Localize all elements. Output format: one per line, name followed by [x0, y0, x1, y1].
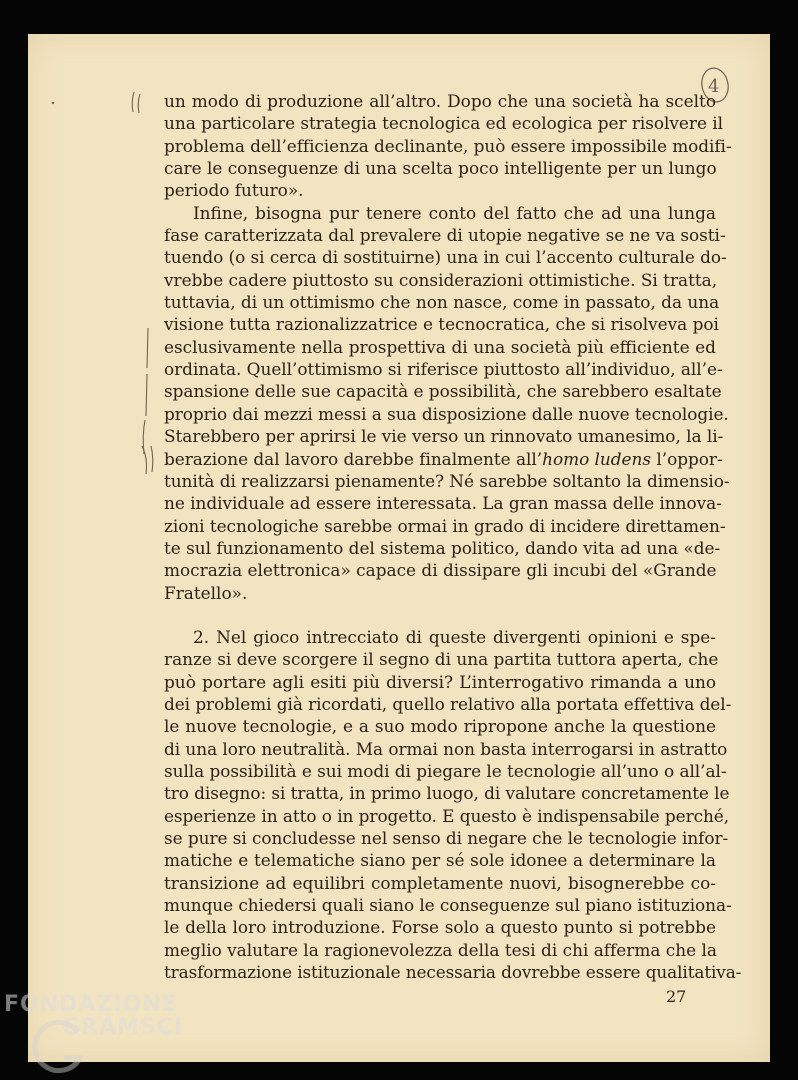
paragraph-gap: [164, 604, 716, 626]
text-line: tuendo (o si cerca di sostituirne) una in cui l’accento culturale do-: [164, 247, 727, 268]
text-line: problema dell’efficienza declinante, può essere impossibile modifi-: [164, 135, 732, 156]
paragraph-2: [164, 202, 730, 604]
text-line: può portare agli esiti più diversi? L’interrogativo rimanda a uno: [164, 671, 716, 692]
text-line: trasformazione istituzionale necessaria dovrebbe essere qualitativa-: [164, 962, 742, 983]
text-line: zioni tecnologiche sarebbe ormai in grado di incidere direttamen-: [164, 515, 726, 536]
watermark: [4, 992, 183, 1040]
text-line: transizione ad equilibri completamente nuovi, bisognerebbe co-: [164, 872, 716, 893]
paragraph-3: [164, 626, 742, 984]
text-line: Starebbero per aprirsi le vie verso un rinnovato umanesimo, la li-: [164, 426, 724, 447]
text-line: meglio valutare la ragionevolezza della tesi di chi afferma che la: [164, 939, 717, 960]
text-line-homo-ludens: berazione dal lavoro darebbe finalmente all’homo ludens l’oppor-: [164, 448, 723, 469]
text-line: le nuove tecnologie, e a suo modo ripropone anche la questione: [164, 716, 716, 737]
text-line: vrebbe cadere piuttosto su considerazioni ottimistiche. Si tratta,: [164, 269, 718, 290]
text-line: ordinata. Quell’ottimismo si riferisce piuttosto all’individuo, all’e-: [164, 359, 723, 380]
margin-dot-icon: [50, 100, 56, 106]
text-line: munque chiedersi quali siano le conseguenze sul piano istituziona-: [164, 895, 732, 916]
text-line: ranze si deve scorgere il segno di una partita tuttora aperta, che: [164, 649, 719, 670]
text-line: le della loro introduzione. Forse solo a questo punto si potrebbe: [164, 917, 716, 938]
text-line: Fratello».: [164, 582, 248, 603]
watermark-line-1: FONDAZIONE: [4, 992, 178, 1017]
document-page: [28, 34, 770, 1062]
text-line: spansione delle sue capacità e possibilità, che sarebbero esaltate: [164, 381, 722, 402]
text-line: tro disegno: si tratta, in primo luogo, di valutare concretamente le: [164, 783, 730, 804]
body-text: [164, 90, 742, 983]
margin-tick-top-icon: [128, 90, 148, 116]
text-line: 2. Nel gioco intrecciato di queste divergenti opinioni e spe-: [193, 626, 716, 647]
text-line: dei problemi già ricordati, quello relativo alla portata effettiva del-: [164, 693, 732, 714]
text-line: Infine, bisogna pur tenere conto del fatto che ad una lunga: [193, 202, 716, 223]
text-line: matiche e telematiche siano per sé sole idonee a determinare la: [164, 850, 716, 871]
text-line: esperienze in atto o in progetto. E questo è indispensabile perché,: [164, 805, 730, 826]
text-line: te sul funzionamento del sistema politico, dando vita ad una «de-: [164, 537, 721, 558]
text-line: di una loro neutralità. Ma ormai non basta interrogarsi in astratto: [164, 738, 728, 759]
watermark-line-2: GRAMSCI: [62, 1015, 184, 1040]
text-line: un modo di produzione all’altro. Dopo che una società ha scelto: [164, 91, 716, 111]
text-line: mocrazia elettronica» capace di dissipare gli incubi del «Grande: [164, 560, 717, 581]
text-line: una particolare strategia tecnologica ed ecologica per risolvere il: [164, 113, 723, 134]
text-line: proprio dai mezzi messi a sua disposizione dalle nuove tecnologie.: [164, 403, 729, 424]
text-line: se pure si concludesse nel senso di negare che le tecnologie infor-: [164, 828, 729, 848]
page-number: 27: [666, 987, 687, 1006]
text-line: sulla possibilità e sui modi di piegare le tecnologie all’uno o all’al-: [164, 760, 727, 781]
text-line: ne individuale ad essere interessata. La gran massa delle innova-: [164, 493, 722, 514]
text-line: esclusivamente nella prospettiva di una società più efficiente ed: [164, 336, 716, 357]
text-line: periodo futuro».: [164, 180, 304, 201]
text-line: tunità di realizzarsi pienamente? Né sarebbe soltanto la dimensio-: [164, 470, 730, 491]
text-line: care le conseguenze di una scelta poco intelligente per un lungo: [164, 158, 717, 179]
text-line: visione tutta razionalizzatrice e tecnocratica, che si risolveva poi: [164, 314, 719, 335]
paragraph-1: [164, 90, 732, 202]
margin-mark-text: 4: [708, 76, 720, 97]
margin-bracket-icon: [136, 326, 160, 476]
text-line: tuttavia, di un ottimismo che non nasce, come in passato, da una: [164, 292, 720, 313]
text-line: fase caratterizzata dal prevalere di utopie negative se ne va sosti-: [164, 225, 726, 246]
